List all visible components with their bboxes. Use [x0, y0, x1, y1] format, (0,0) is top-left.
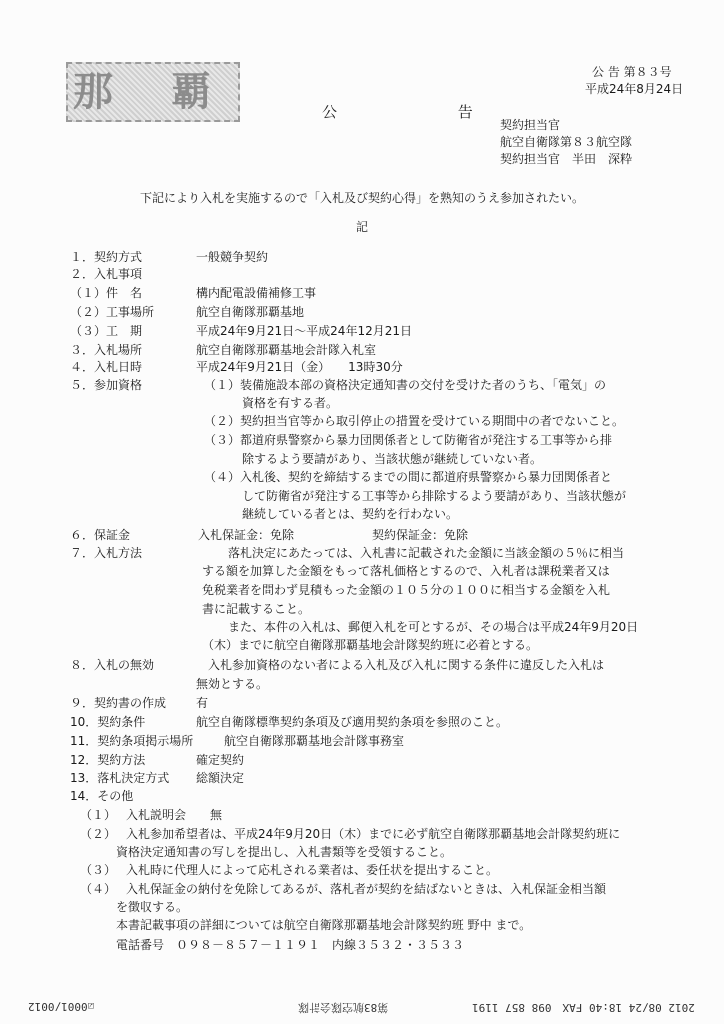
bid-deposit: 入札保証金：免除 — [198, 528, 295, 542]
item-7-line: 免税業者を問わず見積もった金額の１０５分の１００に相当する金額を入札 — [202, 583, 611, 597]
item-7-line: また、本件の入札は、郵便入札を可とするが、その場合は平成24年9月20日 — [228, 620, 639, 634]
item-5-line: 除するよう要請があり、当該状態が継続していない者。 — [242, 452, 543, 466]
item-7-line: する額を加算した金額をもって落札価格とするので、入札者は課税業者又は — [202, 564, 610, 578]
item-8-label: ８．入札の無効 — [70, 658, 155, 672]
item-7-label: ７．入札方法 — [70, 546, 143, 560]
ki-heading: 記 — [356, 220, 369, 234]
item-8-line: 無効とする。 — [196, 677, 269, 691]
item-9-value: 有 — [196, 696, 209, 710]
other-4-line: 入札保証金の納付を免除してあるが、落札者が契約を結ばないときは、入札保証金相当額 — [126, 882, 607, 896]
phone-number: 電話番号 ０９８－８５７－１１９１ 内線３５３２・３５３３ — [116, 938, 465, 952]
item-4-label: ４．入札日時 — [70, 360, 143, 374]
item-13-label: 13．落札決定方式 — [70, 771, 170, 785]
contact-text: 本書記載事項の詳細については航空自衛隊那覇基地会計隊契約班 野中 まで。 — [116, 918, 532, 932]
item-10-label: 10．契約条件 — [70, 715, 146, 729]
other-4-label: （４） — [80, 882, 117, 896]
item-2-label: ２．入札事項 — [70, 267, 143, 281]
item-5-line: （４）入札後、契約を締結するまでの間に都道府県警察から暴力団関係者と — [204, 470, 613, 484]
item-8-line: 入札参加資格のない者による入札及び入札に関する条件に違反した入札は — [208, 658, 605, 672]
item-2-2-label: （２）工事場所 — [70, 305, 155, 319]
item-5-line: （２）契約担当官等から取引停止の措置を受けている期間中の者でないこと。 — [204, 414, 625, 428]
other-2-line: 資格決定通知書の写しを提出し、入札書類等を受領すること。 — [116, 845, 453, 859]
item-10-value: 航空自衛隊標準契約条項及び適用契約条項を参照のこと。 — [196, 715, 509, 729]
item-3-value: 航空自衛隊那覇基地会計隊入札室 — [196, 343, 377, 357]
item-5-line: 継続している者とは、契約を行わない。 — [242, 507, 459, 521]
fax-page-count: ☑0001/0012 — [28, 1000, 95, 1013]
intro-text: 下記により入札を実施するので「入札及び契約心得」を熟知のうえ参加されたい。 — [140, 191, 585, 205]
other-4-line: を徴収する。 — [116, 900, 189, 914]
other-2-line: 入札参加希望者は、平成24年9月20日（木）までに必ず航空自衛隊那覇基地会計隊契約班に — [126, 827, 621, 841]
item-11-label: 11．契約条項掲示場所 — [70, 734, 194, 748]
item-2-1-label: （１）件 名 — [70, 286, 143, 300]
item-2-2-value: 航空自衛隊那覇基地 — [196, 305, 305, 319]
item-5-line: （３）都道府県警察から暴力団関係者として防衛省が発注する工事等から排 — [204, 433, 613, 447]
unit-name: 航空自衛隊第８３航空隊 — [500, 135, 633, 149]
item-2-3-value: 平成24年9月21日～平成24年12月21日 — [196, 324, 412, 338]
item-13-value: 総額決定 — [196, 771, 245, 785]
item-5-label: ５．参加資格 — [70, 378, 143, 392]
notice-date: 平成24年8月24日 — [585, 82, 684, 96]
other-3-label: （３） — [80, 863, 117, 877]
contractor-label: 契約担当官 — [500, 118, 561, 132]
item-5-line: 資格を有する者。 — [242, 396, 339, 410]
notice-number: 公 告 第８３号 — [592, 65, 672, 79]
other-3-value: 入札時に代理人によって応札される業者は、委任状を提出すること。 — [126, 863, 499, 877]
item-2-3-label: （３）工 期 — [70, 324, 143, 338]
item-7-line: 書に記載すること。 — [202, 602, 311, 616]
item-4-value: 平成24年9月21日（金） 13時30分 — [196, 360, 403, 374]
other-1-label: （１） — [80, 808, 117, 822]
fax-header-info: 2012 08/24 18:40 FAX 098 857 1191 — [472, 1001, 695, 1014]
item-11-value: 航空自衛隊那覇基地会計隊事務室 — [224, 734, 405, 748]
official-name: 契約担当官 半田 深粋 — [500, 152, 633, 166]
item-1-label: １．契約方式 — [70, 250, 143, 264]
item-14-label: 14．その他 — [70, 789, 134, 803]
fax-sender-name: 第83航空隊会計隊 — [298, 1001, 389, 1014]
other-1-value: 入札説明会 無 — [126, 808, 223, 822]
item-12-label: 12．契約方法 — [70, 753, 146, 767]
item-7-line: （木）までに航空自衛隊那覇基地会計隊契約班に必着とする。 — [202, 638, 539, 652]
page-title: 公 告 — [322, 103, 531, 121]
item-2-1-value: 構内配電設備補修工事 — [196, 286, 317, 300]
item-9-label: ９．契約書の作成 — [70, 696, 167, 710]
item-5-line: （１）装備施設本部の資格決定通知書の交付を受けた者のうち、「電気」の — [204, 378, 607, 392]
naha-stamp: 那 覇 — [66, 62, 240, 122]
item-12-value: 確定契約 — [196, 753, 245, 767]
other-2-label: （２） — [80, 827, 117, 841]
item-5-line: して防衛省が発注する工事等から排除するよう要請があり、当該状態が — [242, 489, 627, 503]
item-1-value: 一般競争契約 — [196, 250, 269, 264]
item-7-line: 落札決定にあたっては、入札書に記載された金額に当該金額の５％に相当 — [228, 546, 625, 560]
item-3-label: ３．入札場所 — [70, 343, 143, 357]
item-6-label: ６．保証金 — [70, 528, 131, 542]
contract-deposit: 契約保証金：免除 — [372, 528, 469, 542]
